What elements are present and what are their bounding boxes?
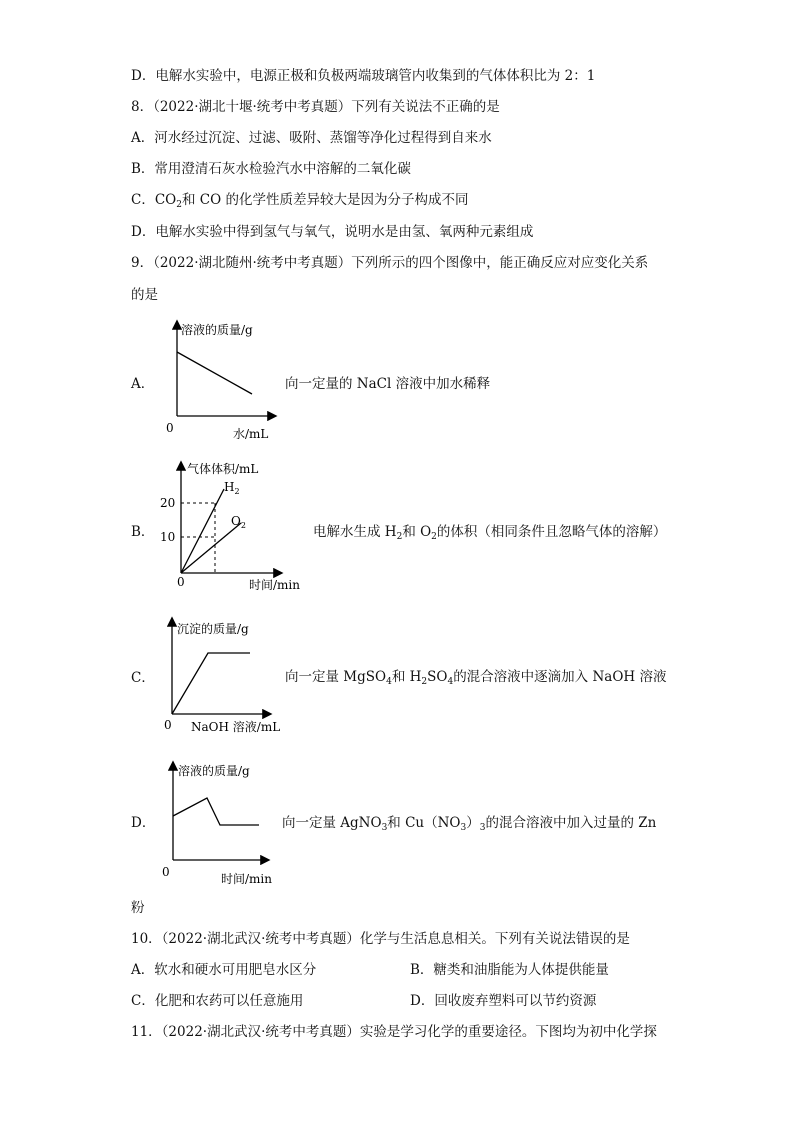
- y-axis-label: 溶液的质量/g: [181, 323, 253, 337]
- q9-stem-cont: 的是: [131, 287, 158, 303]
- q9-option-a-desc: 向一定量的 NaCl 溶液中加水稀释: [285, 376, 491, 392]
- q7-option-d: D．电解水实验中，电源正极和负极两端玻璃管内收集到的气体体积比为 2：1: [131, 68, 596, 84]
- series-line: [177, 352, 252, 394]
- q8-option-d: D．电解水实验中得到氢气与氧气，说明水是由氢、氧两种元素组成: [131, 224, 534, 240]
- series-h2: [181, 489, 224, 573]
- origin-label: 0: [166, 421, 174, 435]
- q8-option-a: A．河水经过沉淀、过滤、吸附、蒸馏等净化过程得到自来水: [131, 130, 492, 146]
- graph-c: [160, 614, 290, 736]
- origin-label: 0: [162, 865, 170, 879]
- x-axis-label: 水/mL: [233, 427, 269, 441]
- q9-option-c-letter: C．: [131, 670, 155, 686]
- tick-20: 20: [160, 496, 176, 510]
- series-o2: [181, 523, 241, 573]
- y-axis-label: 溶液的质量/g: [178, 764, 250, 778]
- origin-label: 0: [177, 575, 185, 589]
- graph-b: [160, 458, 320, 594]
- graph-d: [160, 758, 284, 888]
- q9-option-d-letter: D．: [131, 815, 156, 831]
- q9-stem: 9．（2022·湖北随州·统考中考真题）下列所示的四个图像中，能正确反应对应变化关系: [131, 255, 649, 271]
- x-axis-label: 时间/min: [249, 578, 300, 592]
- y-axis-label: 气体体积/mL: [187, 462, 259, 476]
- q10-stem: 10．（2022·湖北武汉·统考中考真题）化学与生活息息相关。下列有关说法错误的是: [131, 931, 630, 947]
- q9-option-b-letter: B．: [131, 524, 155, 540]
- y-axis-label: 沉淀的质量/g: [177, 622, 249, 636]
- q8-option-b: B．常用澄清石灰水检验汽水中溶解的二氧化碳: [131, 161, 411, 177]
- q10-option-b: B．糖类和油脂能为人体提供能量: [410, 962, 609, 978]
- q10-option-a: A．软水和硬水可用肥皂水区分: [131, 962, 317, 978]
- q9-option-d-desc: 向一定量 AgNO$_3$和 $Cu(NO_3)_3$的混合溶液中加入过量的 Zn: [282, 815, 657, 833]
- q8-option-c: C．$CO_2$和 CO 的化学性质差异较大是因为分子构成不同: [131, 192, 469, 210]
- q9-option-b-desc: 电解水生成 $H_2$和 $O_2$的体积（相同条件且忽略气体的溶解）: [313, 524, 667, 542]
- q10-option-d: D．回收废弃塑料可以节约资源: [410, 993, 597, 1009]
- q9-option-c-desc: 向一定量 MgSO$_4$和 $H_2SO_4$的混合溶液中逐滴加入 NaOH 溶液: [285, 669, 667, 687]
- series-line: [172, 653, 250, 714]
- q9-option-a-letter: A．: [131, 376, 155, 392]
- q8-stem: 8．（2022·湖北十堰·统考中考真题）下列有关说法不正确的是: [131, 99, 500, 115]
- q11-stem: 11．（2022·湖北武汉·统考中考真题）实验是学习化学的重要途径。下图均为初中化学探: [131, 1024, 657, 1040]
- series-line: [173, 798, 259, 825]
- label-o2: $O_2$: [231, 514, 246, 530]
- q10-option-c: C．化肥和农药可以任意施用: [131, 993, 304, 1009]
- graph-a: [160, 318, 285, 443]
- origin-label: 0: [164, 718, 172, 732]
- q9-option-d-cont: 粉: [131, 900, 145, 916]
- x-axis-label: 时间/min: [221, 872, 272, 886]
- tick-10: 10: [160, 530, 176, 544]
- label-h2: $H_2$: [224, 480, 240, 496]
- x-axis-label: NaOH 溶液/mL: [191, 720, 281, 734]
